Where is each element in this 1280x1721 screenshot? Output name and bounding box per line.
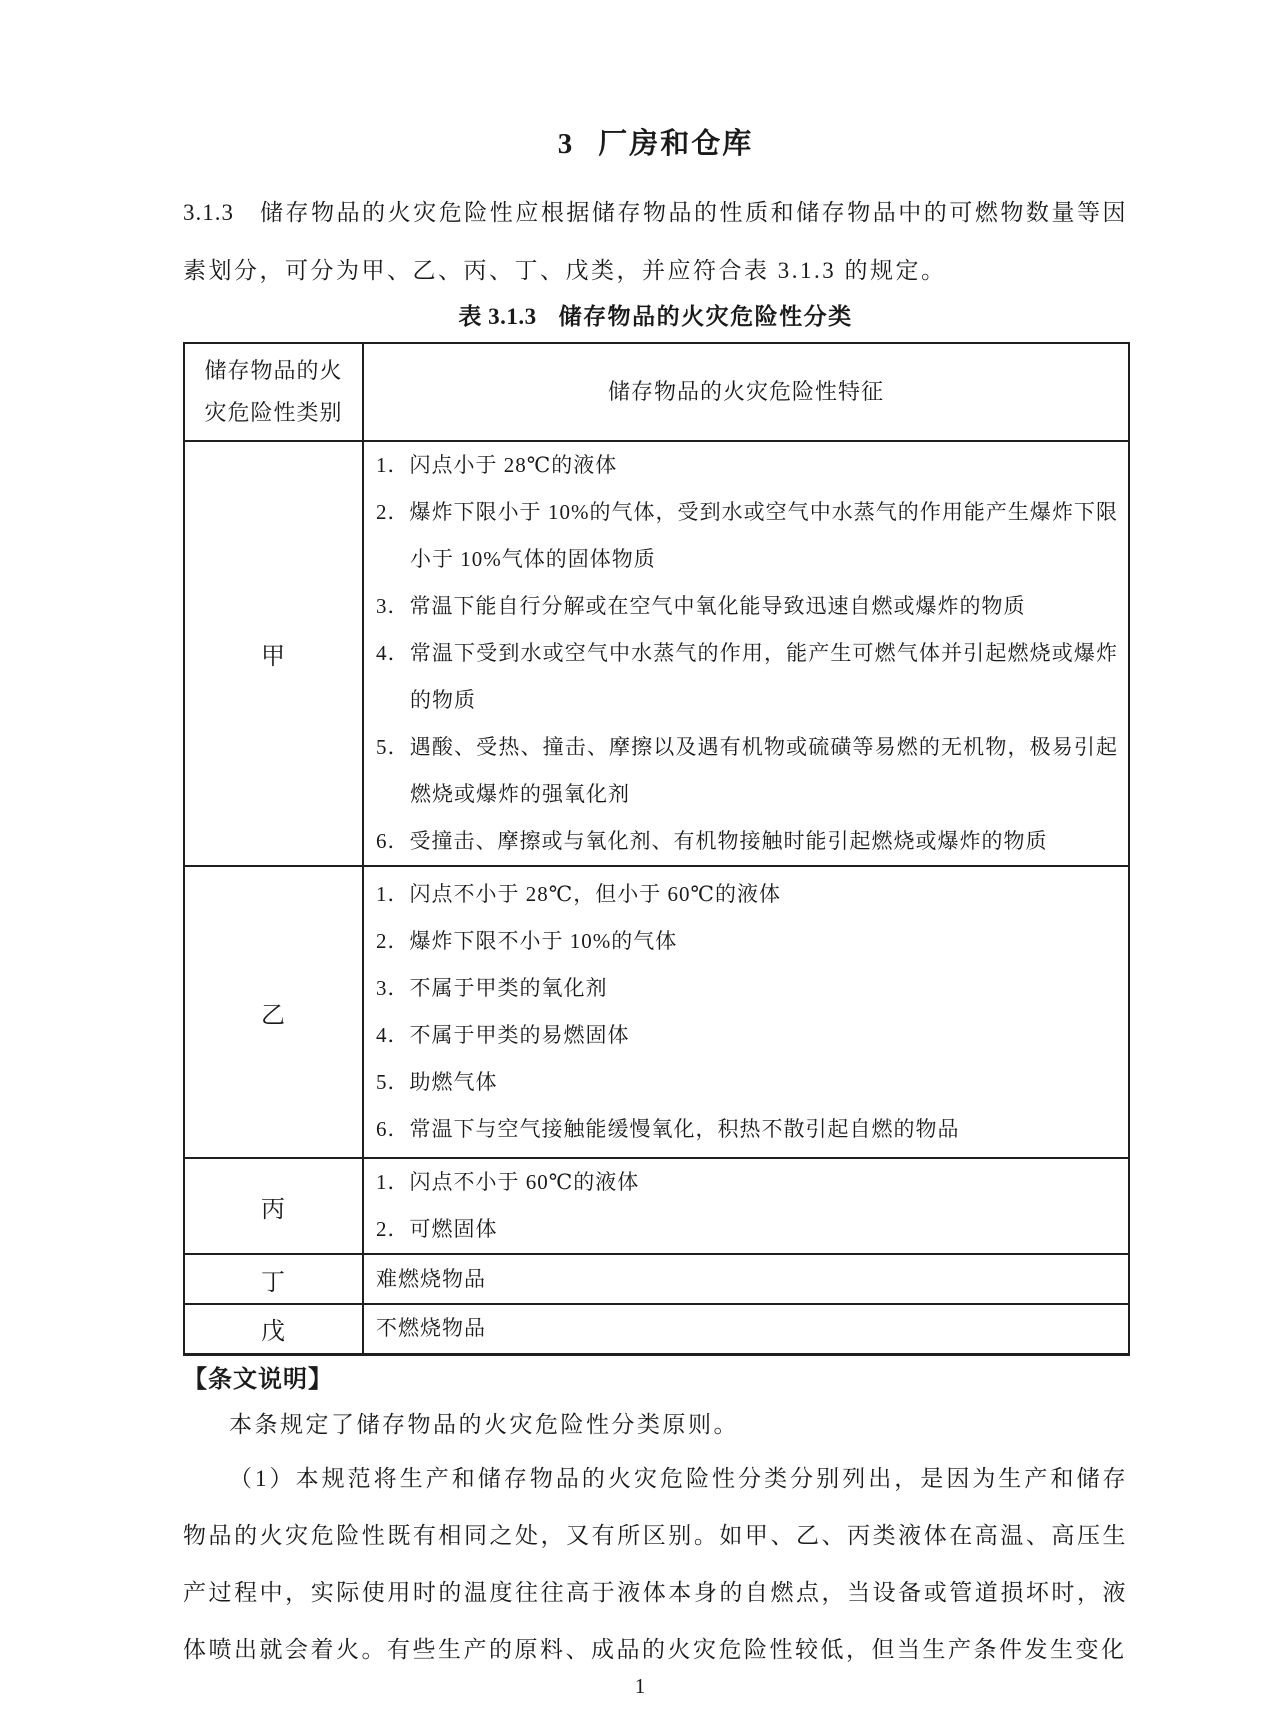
feature-item: 难燃烧物品 <box>376 1266 486 1291</box>
category-cell-yi: 乙 <box>184 866 363 1158</box>
feature-item: 2．爆炸下限不小于 10%的气体 <box>376 929 678 953</box>
clause-text: 储存物品的火灾危险性应根据储存物品的性质和储存物品中的可燃物数量等因素划分，可分为甲、乙、丙、丁、戊类，并应符合表 3.1.3 的规定。 <box>183 200 1128 283</box>
feature-item: 4．不属于甲类的易燃固体 <box>376 1023 630 1047</box>
clause-paragraph <box>183 184 1128 300</box>
feature-item: 3．常温下能自行分解或在空气中氧化能导致迅速自燃或爆炸的物质 <box>376 594 1026 618</box>
table-caption-label: 表 3.1.3 <box>458 304 537 329</box>
category-cell-ding: 丁 <box>184 1254 363 1304</box>
chapter-title-text: 厂房和仓库 <box>598 128 754 160</box>
features-cell-wu <box>363 1304 1129 1354</box>
commentary-paragraph-2: （1）本规范将生产和储存物品的火灾危险性分类分别列出，是因为生产和储存物品的火灾危险性既有相同之处，又有所区别。如甲、乙、丙类液体在高温、高压生产过程中，实际使用时的温度往往高于液体本身的自燃点，当设备或管道损坏时，液体喷出就会着火。有些生产的原料、成品的火灾危险性较低，但当生产条件发生变化 <box>183 1465 1128 1662</box>
feature-item: 3．不属于甲类的氧化剂 <box>376 976 608 1000</box>
page-title <box>183 124 1128 164</box>
table-header-row <box>184 343 1129 441</box>
table-row-ding <box>184 1254 1129 1304</box>
feature-item: 4．常温下受到水或空气中水蒸气的作用，能产生可燃气体并引起燃烧或爆炸的物质 <box>376 641 1118 712</box>
page-number: 1 <box>634 1674 646 1698</box>
features-cell-ding <box>363 1254 1129 1304</box>
feature-item: 5．遇酸、受热、撞击、摩擦以及遇有机物或硫磺等易燃的无机物，极易引起燃烧或爆炸的强氧化剂 <box>376 735 1118 806</box>
feature-item: 5．助燃气体 <box>376 1070 498 1094</box>
category-cell-jia: 甲 <box>184 441 363 866</box>
feature-item: 2．爆炸下限小于 10%的气体，受到水或空气中水蒸气的作用能产生爆炸下限小于 10%气体的固体物质 <box>376 500 1118 571</box>
commentary-paragraph-1: 本条规定了储存物品的火灾危险性分类原则。 <box>229 1411 739 1437</box>
fire-hazard-classification-table <box>183 342 1130 1356</box>
feature-item: 2．可燃固体 <box>376 1217 498 1241</box>
feature-item: 1．闪点小于 28℃的液体 <box>376 453 618 477</box>
table-caption <box>183 300 1128 334</box>
feature-item: 不燃烧物品 <box>376 1316 486 1341</box>
table-row-jia <box>184 441 1129 866</box>
features-cell-yi <box>363 866 1129 1158</box>
table-row-bing <box>184 1158 1129 1254</box>
col-header-category-text: 储存物品的火灾危险性类别 <box>204 358 343 425</box>
features-cell-bing <box>363 1158 1129 1254</box>
table-row-wu <box>184 1304 1129 1354</box>
table-caption-title: 储存物品的火灾危险性分类 <box>558 304 853 329</box>
col-header-characteristics <box>363 343 1129 441</box>
col-header-category <box>184 343 363 441</box>
feature-item: 1．闪点不小于 28℃，但小于 60℃的液体 <box>376 882 781 906</box>
feature-item: 6．常温下与空气接触能缓慢氧化，积热不散引起自燃的物品 <box>376 1117 960 1141</box>
clause-number: 3.1.3 <box>183 200 234 225</box>
table-row-yi <box>184 866 1129 1158</box>
feature-item: 6．受撞击、摩擦或与氧化剂、有机物接触时能引起燃烧或爆炸的物质 <box>376 829 1048 853</box>
col-header-characteristics-text: 储存物品的火灾危险性特征 <box>607 379 884 404</box>
features-cell-jia <box>363 441 1129 866</box>
chapter-number: 3 <box>557 128 573 160</box>
commentary-heading: 【条文说明】 <box>183 1365 333 1393</box>
category-cell-bing: 丙 <box>184 1158 363 1254</box>
category-cell-wu: 戊 <box>184 1304 363 1354</box>
feature-item: 1．闪点不小于 60℃的液体 <box>376 1170 640 1194</box>
